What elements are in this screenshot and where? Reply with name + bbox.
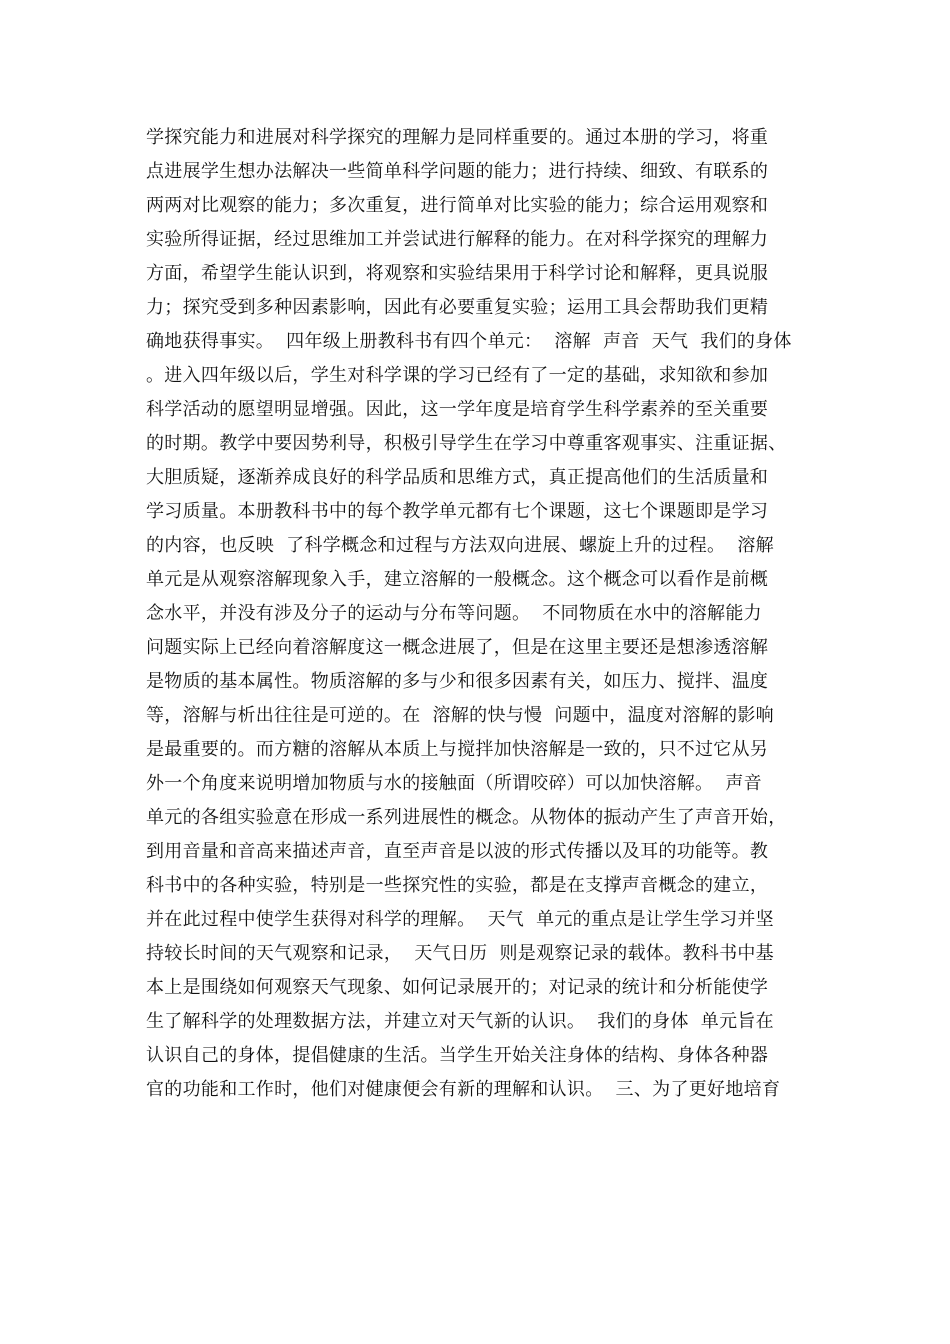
text-line: 问题实际上已经向着溶解度这一概念进展了，但是在这里主要还是想渗透溶解 [146, 637, 769, 658]
body-text [146, 121, 806, 1107]
text-line: 单元是从观察溶解现象入手，建立溶解的一般概念。这个概念可以看作是前概 [146, 569, 769, 590]
text-line: 到用音量和音高来描述声音，直至声音是以波的形式传播以及耳的功能等。教 [146, 841, 769, 862]
text-line: 力；探究受到多种因素影响，因此有必要重复实验；运用工具会帮助我们更精 [146, 297, 769, 318]
text-line: 是物质的基本属性。物质溶解的多与少和很多因素有关，如压力、搅拌、温度 [146, 671, 769, 692]
text-line: 。进入四年级以后，学生对科学课的学习已经有了一定的基础，求知欲和参加 [146, 365, 769, 386]
text-line: 学探究能力和进展对科学探究的理解力是同样重要的。通过本册的学习，将重 [146, 127, 769, 148]
text-line: 本上是围绕如何观察天气现象、如何记录展开的；对记录的统计和分析能使学 [146, 977, 769, 998]
text-line: 科学活动的愿望明显增强。因此，这一学年度是培育学生科学素养的至关重要 [146, 399, 769, 420]
text-line: 等，溶解与析出往往是可逆的。在 溶解的快与慢 问题中，温度对溶解的影响 [146, 705, 774, 726]
text-line: 方面，希望学生能认识到，将观察和实验结果用于科学讨论和解释，更具说服 [146, 263, 769, 284]
text-line: 确地获得事实。 四年级上册教科书有四个单元： 溶解 声音 天气 我们的身体 [146, 331, 792, 352]
text-line: 的内容，也反映 了科学概念和过程与方法双向进展、螺旋上升的过程。 溶解 [146, 535, 774, 556]
text-line: 两两对比观察的能力；多次重复，进行简单对比实验的能力；综合运用观察和 [146, 195, 769, 216]
text-line: 科书中的各种实验，特别是一些探究性的实验，都是在支撑声音概念的建立， [146, 875, 769, 896]
text-line: 持较长时间的天气观察和记录， 天气日历 则是观察记录的载体。教科书中基 [146, 943, 774, 964]
text-line: 认识自己的身体，提倡健康的生活。当学生开始关注身体的结构、身体各种器 [146, 1045, 769, 1066]
text-line: 并在此过程中使学生获得对科学的理解。 天气 单元的重点是让学生学习并坚 [146, 909, 774, 930]
text-line: 大胆质疑，逐渐养成良好的科学品质和思维方式，真正提高他们的生活质量和 [146, 467, 769, 488]
text-line: 实验所得证据，经过思维加工并尝试进行解释的能力。在对科学探究的理解力 [146, 229, 769, 250]
text-line: 外一个角度来说明增加物质与水的接触面（所谓咬碎）可以加快溶解。 声音 [146, 773, 762, 794]
text-line: 官的功能和工作时，他们对健康便会有新的理解和认识。 三、为了更好地培育 [146, 1079, 781, 1100]
text-line: 生了解科学的处理数据方法，并建立对天气新的认识。 我们的身体 单元旨在 [146, 1011, 774, 1032]
text-line: 的时期。教学中要因势利导，积极引导学生在学习中尊重客观事实、注重证据、 [146, 433, 787, 454]
text-line: 单元的各组实验意在形成一系列进展性的概念。从物体的振动产生了声音开始， [146, 807, 787, 828]
text-line: 是最重要的。而方糖的溶解从本质上与搅拌加快溶解是一致的，只不过它从另 [146, 739, 769, 760]
text-line: 念水平，并没有涉及分子的运动与分布等问题。 不同物质在水中的溶解能力 [146, 603, 762, 624]
text-line: 点进展学生想办法解决一些简单科学问题的能力；进行持续、细致、有联系的 [146, 161, 769, 182]
text-line: 学习质量。本册教科书中的每个教学单元都有七个课题，这七个课题即是学习 [146, 501, 769, 522]
